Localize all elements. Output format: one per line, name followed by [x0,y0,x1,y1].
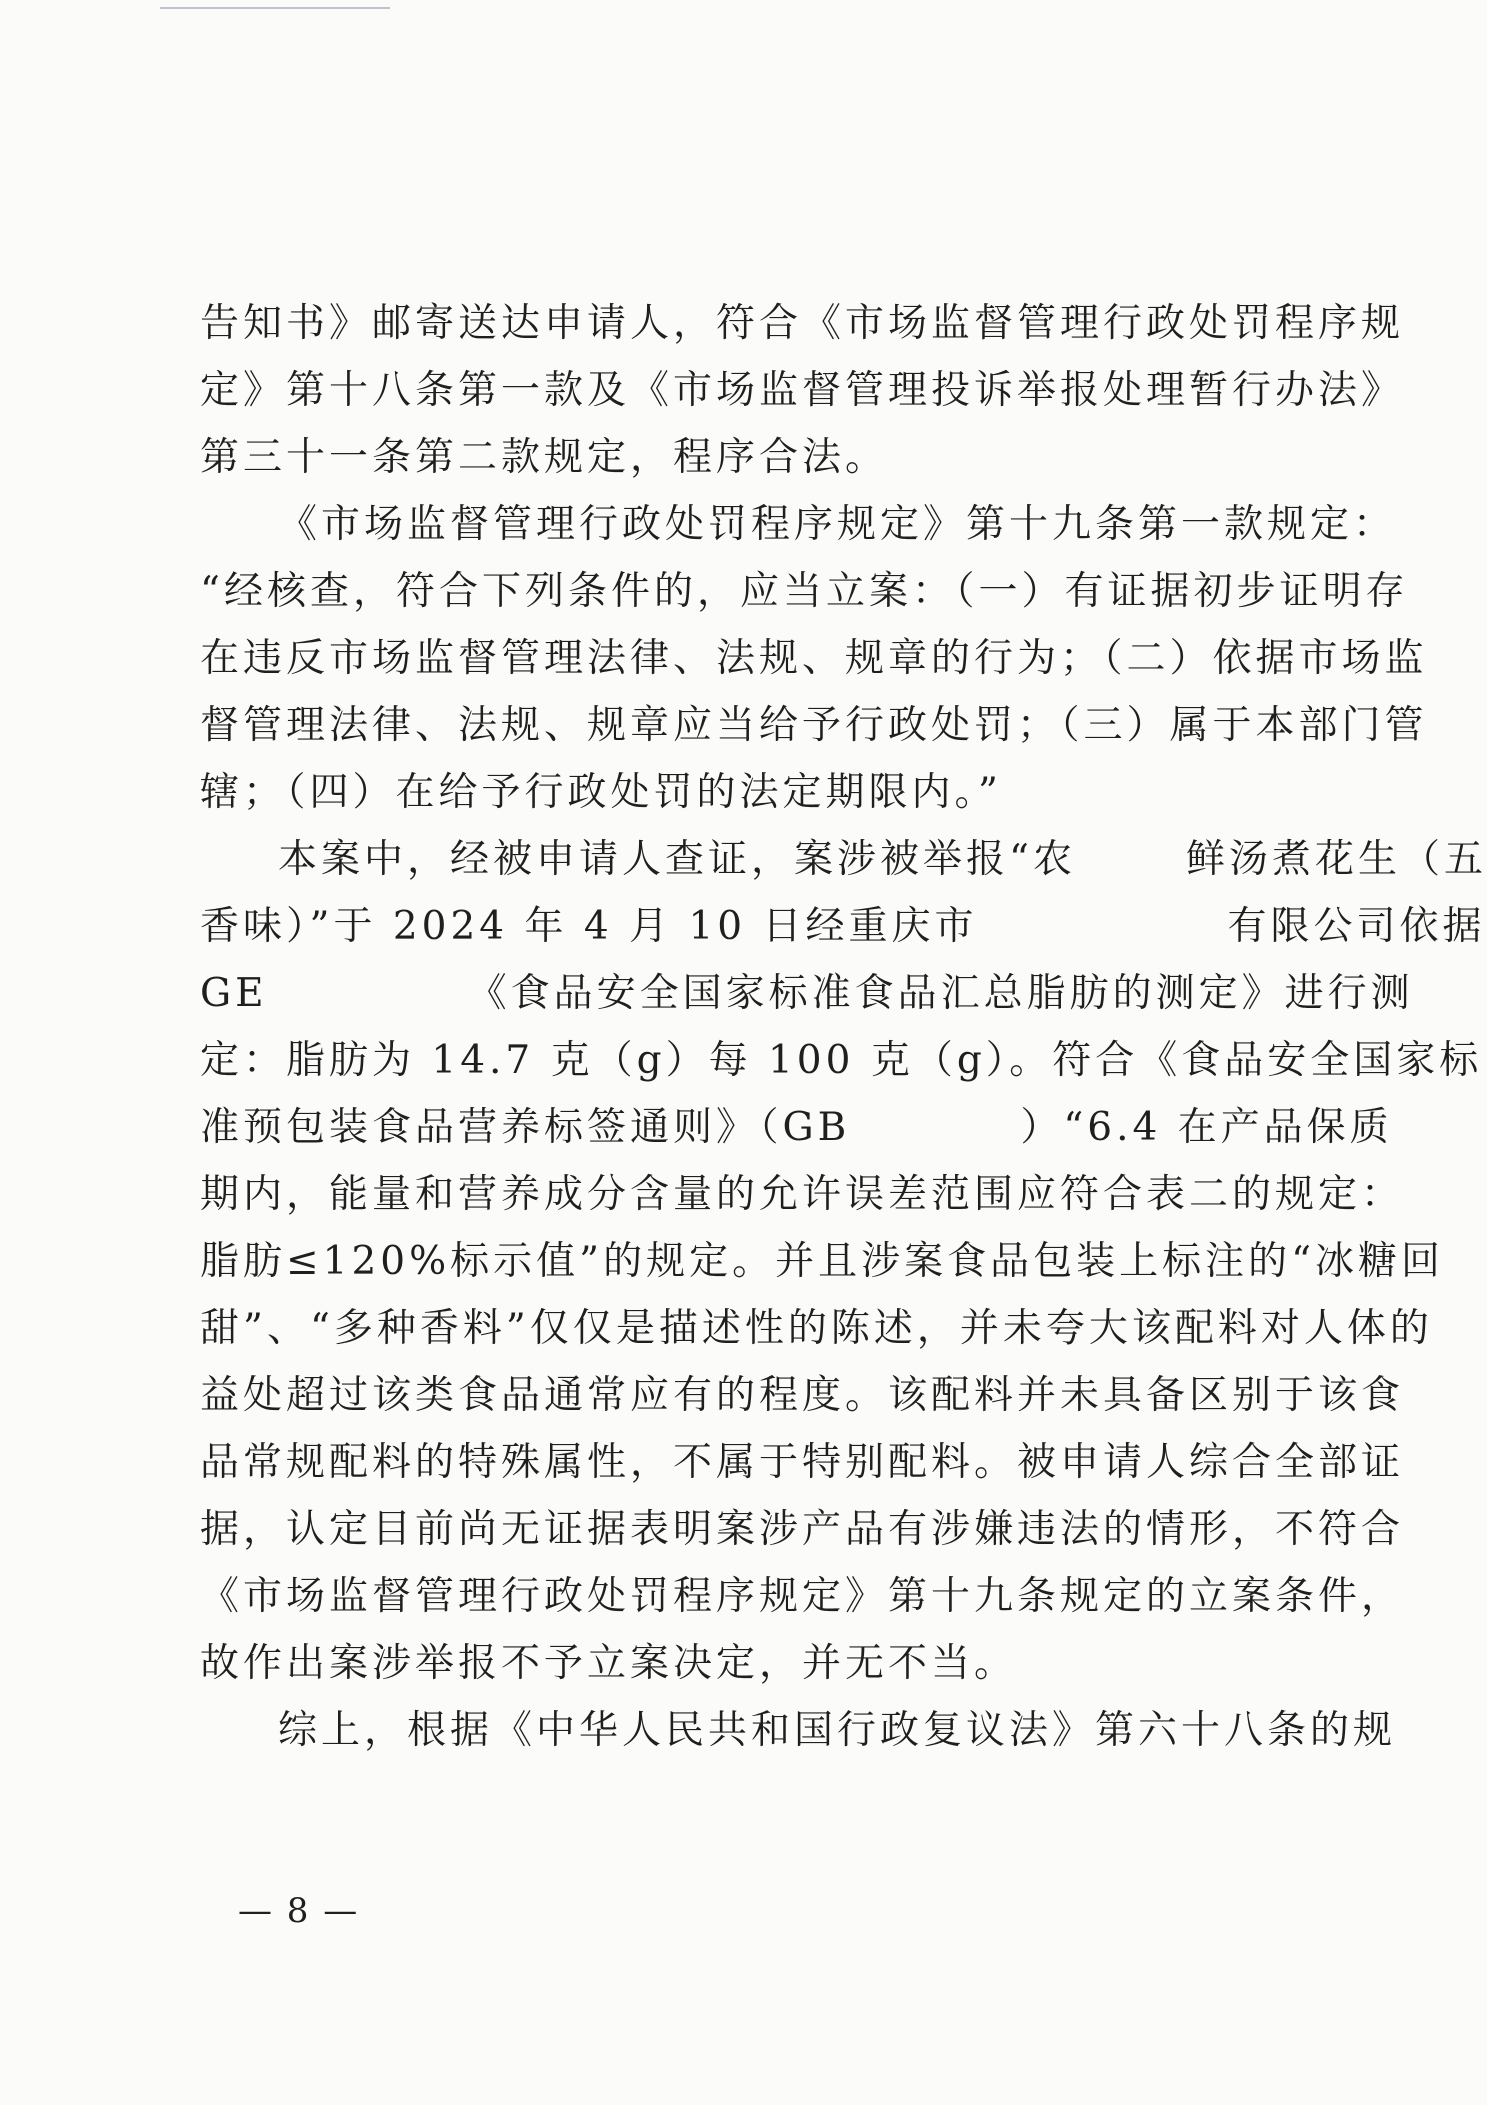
text-segment: 品常规配料的特殊属性，不属于特别配料。被申请人综合全部证 [200,1440,1405,1485]
text-segment: 《食品安全国家标准食品汇总脂肪的测定》进行测 [467,971,1414,1016]
scan-top-mark [160,7,390,9]
text-line [200,1630,1310,1697]
text-segment: 告知书》邮寄送达申请人，符合《市场监督管理行政处罚程序规 [200,301,1405,346]
text-segment: 香味）”于 2024 年 4 月 10 日经重庆市 [200,904,978,949]
text-segment: 期内，能量和营养成分含量的允许误差范围应符合表二的规定： [200,1172,1405,1217]
text-segment: GE [200,971,268,1016]
text-line [200,759,1310,826]
text-line [200,692,1428,759]
text-segment: 辖；（四）在给予行政处罚的法定期限内。” [200,770,1002,815]
text-segment: 本案中，经被申请人查证，案涉被举报“农 [278,837,1076,882]
text-segment: 据，认定目前尚无证据表明案涉产品有涉嫌违法的情形，不符合 [200,1507,1405,1552]
text-segment: 《市场监督管理行政处罚程序规定》第十九条第一款规定： [278,502,1397,547]
text-line [200,1295,1433,1362]
paragraph [200,491,1428,826]
text-segment: 准预包装食品营养标签通则》（GB [200,1105,851,1150]
text-line [200,1161,1405,1228]
text-segment: 督管理法律、法规、规章应当给予行政处罚；（三）属于本部门管 [200,703,1428,748]
text-segment: 定》第十八条第一款及《市场监督管理投诉举报处理暂行办法》 [200,368,1405,413]
text-segment: ）“6.4 在产品保质 [1020,1105,1393,1150]
text-line [200,826,1487,893]
text-line [200,1027,1483,1094]
paragraph [200,826,1487,1697]
text-line [200,1362,1405,1429]
page-number: — 8 — [238,1891,360,1931]
text-line [200,558,1409,625]
text-segment: 有限公司依据 [1227,904,1486,949]
paragraph [200,1697,1397,1764]
document-body [200,290,1487,1764]
text-line [200,1429,1405,1496]
text-segment: 定：脂肪为 14.7 克（g）每 100 克（g）。符合《食品安全国家标 [200,1038,1483,1083]
text-segment: 鲜汤煮花生（五 [1185,837,1487,882]
paragraph [200,290,1405,491]
text-segment: 脂肪≤120%标示值”的规定。并且涉案食品包装上标注的“冰糖回 [200,1239,1445,1284]
text-line [200,625,1428,692]
text-segment: 故作出案涉举报不予立案决定，并无不当。 [200,1641,1018,1686]
text-segment: “经核查，符合下列条件的，应当立案：（一）有证据初步证明存 [200,569,1409,614]
text-segment: 综上，根据《中华人民共和国行政复议法》第六十八条的规 [278,1708,1397,1753]
text-line [200,491,1397,558]
text-segment: 甜”、“多种香料”仅仅是描述性的陈述，并未夸大该配料对人体的 [200,1306,1433,1351]
text-segment: 益处超过该类食品通常应有的程度。该配料并未具备区别于该食 [200,1373,1405,1418]
text-line [200,893,1486,960]
text-segment: 《市场监督管理行政处罚程序规定》第十九条规定的立案条件， [200,1574,1405,1619]
text-line [200,1094,1393,1161]
text-line [200,960,1414,1027]
text-line [200,1228,1445,1295]
text-line [200,357,1405,424]
text-line [200,290,1405,357]
text-line [200,1496,1405,1563]
text-line [200,1563,1405,1630]
text-line [200,424,1310,491]
text-line [200,1697,1397,1764]
text-segment: 第三十一条第二款规定，程序合法。 [200,435,889,480]
text-segment: 在违反市场监督管理法律、法规、规章的行为；（二）依据市场监 [200,636,1428,681]
